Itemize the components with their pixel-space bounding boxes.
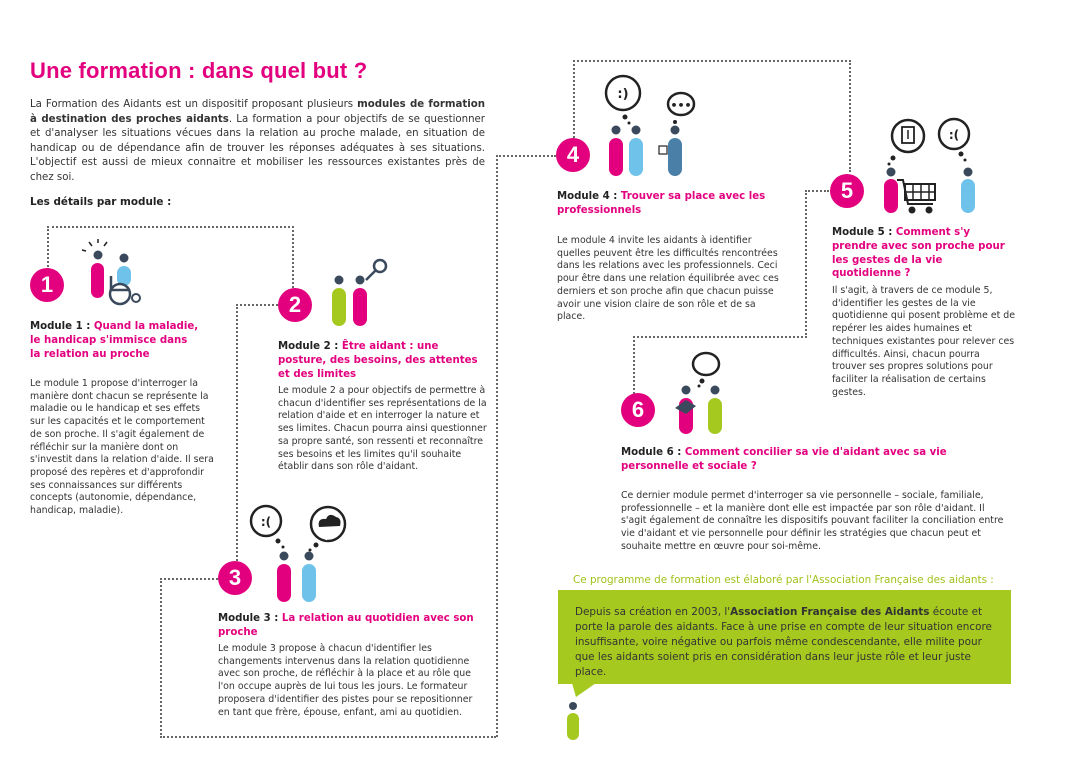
sad-face-bubble-2: :( xyxy=(948,128,960,142)
details-label: Les détails par module : xyxy=(30,196,172,208)
connector xyxy=(849,60,851,172)
module-5-number: 5 xyxy=(830,174,864,208)
program-heading: Ce programme de formation est élaboré par l'Association Française des aidants : xyxy=(573,574,994,586)
connector xyxy=(633,336,635,394)
smile-face-bubble: :) xyxy=(617,87,629,102)
small-figure xyxy=(564,700,582,742)
module-3-illustration xyxy=(248,504,352,604)
module-1-body: Le module 1 propose d'interroger la manière dont chacun se représente la maladie ou le handicap et ses effets sur les capacités et le comportement de son proche. Il s'agit également de réfléchir sur la manière dont on s'investit dans la relation d'aide. Il sera proposé des repères et d'approfondir ses connaissances sur différents concepts (autonomie, dépendance, handicap, maladie). xyxy=(30,378,214,517)
module-3-body: Le module 3 propose à chacun d'identifier les changements intervenus dans la relation quotidienne avec son proche, de réfléchir à la place et au rôle que l'on occupe auprès de lui tous les jours. Le formateur proposera d'identifier des pistes pour se repositionner en tant que frère, épouse, enfant, ami au quotidien. xyxy=(218,643,473,718)
module-5-illustration xyxy=(875,116,985,216)
connector xyxy=(805,190,829,192)
page-title: Une formation : dans quel but ? xyxy=(30,58,368,83)
chat-bubble: ••• xyxy=(670,99,692,112)
module-6-illustration xyxy=(666,350,736,436)
connector xyxy=(47,226,294,228)
connector xyxy=(573,60,575,138)
module-2-number: 2 xyxy=(278,288,312,322)
connector xyxy=(496,155,498,737)
connector xyxy=(805,190,807,338)
module-4-number: 4 xyxy=(556,138,590,172)
connector xyxy=(160,578,162,738)
module-1-title: Module 1 : Quand la maladie, le handicap s'immisce dans la relation au proche xyxy=(30,321,199,360)
connector xyxy=(496,155,556,157)
connector xyxy=(236,304,278,306)
connector xyxy=(633,336,807,338)
intro-paragraph: La Formation des Aidants est un dispositif proposant plusieurs modules de formation à destination des proches aidants. La formation a pour objectifs de se questionner et d'analyser les situations vécues dans la relation au proche malade, en situation de handicap ou de dépendance afin de trouver les réponses adéquates à ses situations. L'objectif est aussi de mieux connaitre et mobiliser les ressources existantes près de chez soi. xyxy=(30,99,485,183)
connector xyxy=(160,736,496,738)
module-3-number: 3 xyxy=(218,561,252,595)
connector xyxy=(236,304,238,564)
connector xyxy=(292,226,294,288)
module-5-body: Il s'agit, à travers de ce module 5, d'identifier les gestes de la vie quotidienne qui posent problème et de repérer les aides humaines et techniques existantes pour relever ces difficultés. Ainsi, chacun pourra trouver ses propres solutions pour faciliter la réalisation de certains gestes. xyxy=(832,285,1015,398)
connector xyxy=(47,226,49,270)
module-2-illustration xyxy=(324,254,394,330)
speech-tail xyxy=(572,683,600,699)
module-5-title: Module 5 : Comment s'y prendre avec son proche pour les gestes de la vie quotidienne ? xyxy=(832,227,1005,280)
module-4-illustration xyxy=(596,74,700,178)
connector xyxy=(573,60,851,62)
connector xyxy=(160,578,218,580)
module-1-illustration xyxy=(78,238,148,308)
association-text: Depuis sa création en 2003, l'Association Française des Aidants écoute et porte la parole des aidants. Face à une prise en compte de leur situation encore insuffisante, voire négative ou parfois même condescendante, elle milite pour que les aidants soient pris en considération dans leur juste rôle et leur juste place. xyxy=(575,606,992,678)
module-2-title: Module 2 : Être aidant : une posture, des besoins, des attentes et des limites xyxy=(278,341,478,380)
module-6-number: 6 xyxy=(621,393,655,427)
module-1-number: 1 xyxy=(30,268,64,302)
module-6-body: Ce dernier module permet d'interroger sa vie personnelle – sociale, familiale, professionnelle – et la manière dont elle est impactée par son rôle d'aidant. Il s'agit également de connaître les dispositifs pouvant faciliter la conciliation entre vie d'aidant et vie personnelle pour définir les stratégies que chacun peut et souhaite mettre en œuvre pour soi-même. xyxy=(621,490,1004,552)
module-2-body: Le module 2 a pour objectifs de permettre à chacun d'identifier ses représentations de la relation d'aide et en interroger la nature et ses limites. Chacun pourra ainsi questionner sa propre santé, son ressenti et reconnaître ses besoins et les limites qu'il souhaite établir dans son rôle d'aidant. xyxy=(278,385,487,473)
sad-face-bubble: :( xyxy=(260,515,272,529)
module-3-title: Module 3 : La relation au quotidien avec son proche xyxy=(218,613,474,638)
module-4-body: Le module 4 invite les aidants à identifier quelles peuvent être les difficultés rencontrées dans les relations avec les professionnels. Ceci pour être dans une relation équilibrée avec ces derniers et son proche afin que chacun puisse avoir une vision claire de son rôle et de sa place. xyxy=(557,235,779,323)
module-4-title: Module 4 : Trouver sa place avec les professionnels xyxy=(557,191,766,216)
module-6-title: Module 6 : Comment concilier sa vie d'aidant avec sa vie personnelle et sociale ? xyxy=(621,447,947,472)
